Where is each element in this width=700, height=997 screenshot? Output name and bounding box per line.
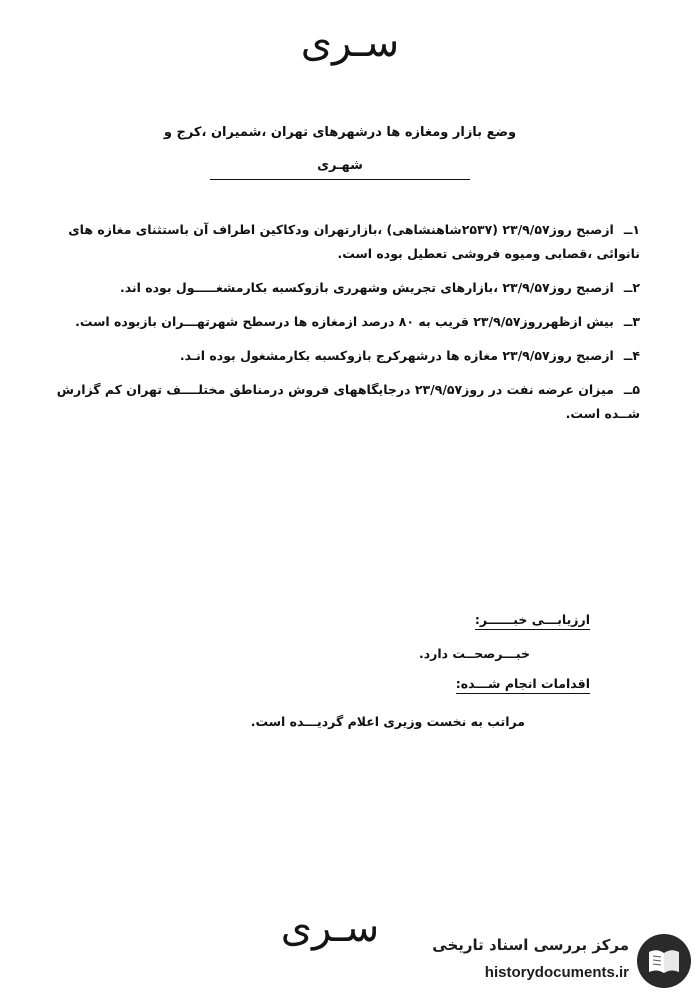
- watermark-url: historydocuments.ir: [484, 964, 629, 981]
- item-text: بیش ازظهرروز۲۳/۹/۵۷ قریب به ۸۰ درصد ازمغازه ها درسطح شهرتهـــران بازبوده است.: [75, 314, 614, 329]
- archive-watermark: [412, 930, 697, 992]
- report-item-1: [30, 218, 640, 266]
- item-number: ۳ــ: [623, 314, 640, 329]
- title-line-1: وضع بازار ومغازه ها درشهرهای تهران ،شمیران ،کرج و: [163, 125, 517, 140]
- evaluation-section: [475, 612, 590, 630]
- document-title: [150, 122, 530, 180]
- book-logo-icon: [635, 932, 693, 990]
- report-item-4: [30, 344, 640, 368]
- actions-heading: اقدامات انجام شـــده:: [456, 676, 590, 694]
- item-number: ۴ــ: [623, 348, 640, 363]
- actions-section: [456, 676, 590, 694]
- classification-bottom: سـری: [280, 905, 380, 951]
- classification-top: سـری: [300, 20, 400, 66]
- item-number: ۱ــ: [623, 222, 640, 237]
- item-number: ۲ــ: [623, 280, 640, 295]
- report-item-3: [30, 310, 640, 334]
- report-items: [30, 218, 640, 436]
- item-text: ازصبح روز۲۳/۹/۵۷ ،بازارهای تجریش وشهرری بازوکسبه بکارمشغـــــول بوده اند.: [119, 280, 614, 295]
- watermark-org-name: مرکز بررسی اسناد تاریخی: [432, 936, 629, 954]
- item-number: ۵ــ: [623, 382, 640, 397]
- title-line-2: شهـری: [317, 158, 363, 173]
- item-text: میزان عرضه نفت در روز۲۳/۹/۵۷ درجایگاههای فروش درمناطق مختلــــف تهران کم گزارش شــده است.: [56, 382, 640, 421]
- title-underline: [210, 179, 470, 180]
- item-text: ازصبح روز۲۳/۹/۵۷ (۲۵۳۷شاهنشاهی) ،بازارتهران ودکاکین اطراف آن باستثنای مغازه های نانوائی ،قصابی ومیوه فروشی تعطیل بوده است.: [68, 222, 640, 261]
- report-item-2: [30, 276, 640, 300]
- evaluation-result: خبـــرصحــت دارد.: [419, 646, 530, 661]
- item-text: ازصبح روز۲۳/۹/۵۷ مغازه ها درشهرکرج بازوکسبه بکارمشغول بوده انـد.: [179, 348, 614, 363]
- evaluation-heading: ارزیابـــی خبــــــر:: [475, 612, 590, 630]
- report-item-5: [30, 378, 640, 426]
- actions-result: مراتب به نخست وزیری اعلام گردیـــده است.: [250, 714, 525, 729]
